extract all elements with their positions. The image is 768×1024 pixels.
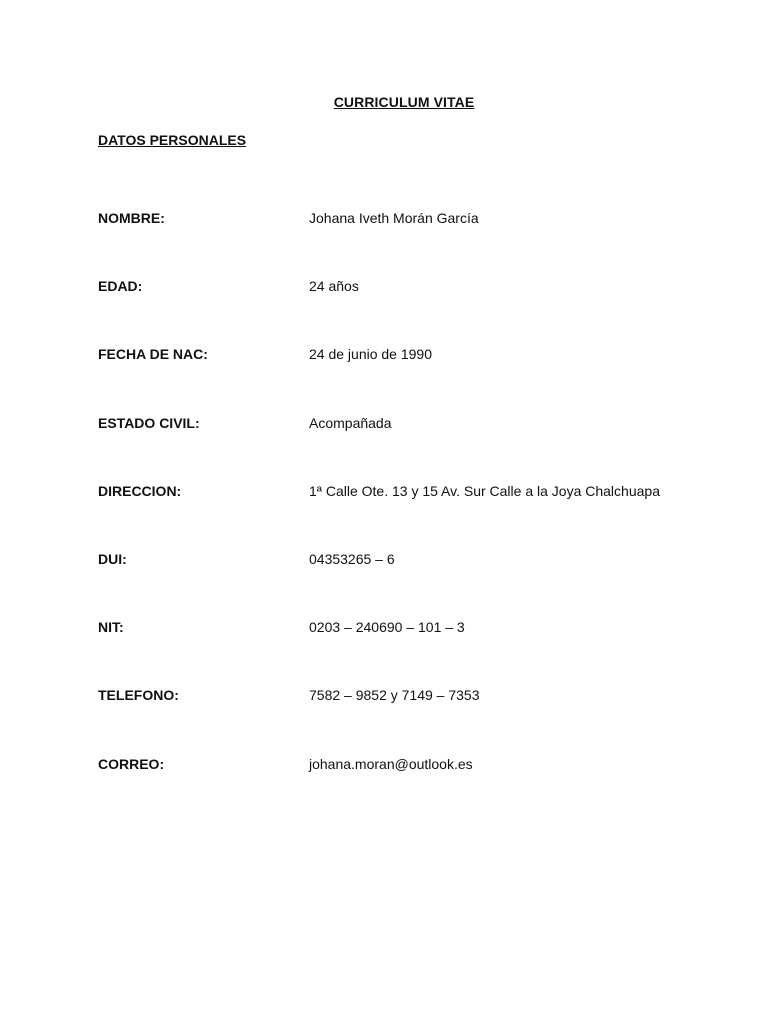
field-value: 0203 – 240690 – 101 – 3: [309, 619, 465, 636]
field-label: CORREO:: [98, 755, 165, 772]
field-row-correo: [98, 755, 738, 823]
field-value: Johana Iveth Morán García: [309, 210, 479, 226]
field-label: ESTADO CIVIL:: [98, 414, 200, 431]
field-row-nit: [98, 618, 738, 686]
field-row-edad: [98, 277, 738, 345]
field-row-estado-civil: [98, 414, 738, 482]
field-row-dui: [98, 550, 738, 618]
field-row-direccion: [98, 482, 738, 550]
field-label: DUI:: [98, 550, 127, 567]
field-value: johana.moran@outlook.es: [309, 755, 473, 772]
field-label: NOMBRE:: [98, 210, 165, 226]
field-value: 1ª Calle Ote. 13 y 15 Av. Sur Calle a la Joya Chalchuapa: [309, 482, 660, 499]
field-value: 7582 – 9852 y 7149 – 7353: [309, 687, 480, 704]
field-label: NIT:: [98, 619, 124, 636]
field-value: Acompañada: [309, 414, 392, 431]
personal-data-list: [98, 209, 738, 823]
field-label: DIRECCION:: [98, 482, 182, 499]
field-value: 24 años: [309, 278, 359, 295]
field-label: TELEFONO:: [98, 687, 179, 704]
field-row-nombre: [98, 209, 738, 277]
section-heading-personal-data: DATOS PERSONALES: [98, 132, 247, 148]
field-row-telefono: [98, 686, 738, 754]
field-row-fecha-nac: [98, 345, 738, 413]
field-label: EDAD:: [98, 278, 143, 295]
field-value: 04353265 – 6: [309, 550, 395, 567]
field-value: 24 de junio de 1990: [309, 346, 432, 363]
document-title: CURRICULUM VITAE: [333, 94, 475, 110]
field-label: FECHA DE NAC:: [98, 346, 208, 363]
